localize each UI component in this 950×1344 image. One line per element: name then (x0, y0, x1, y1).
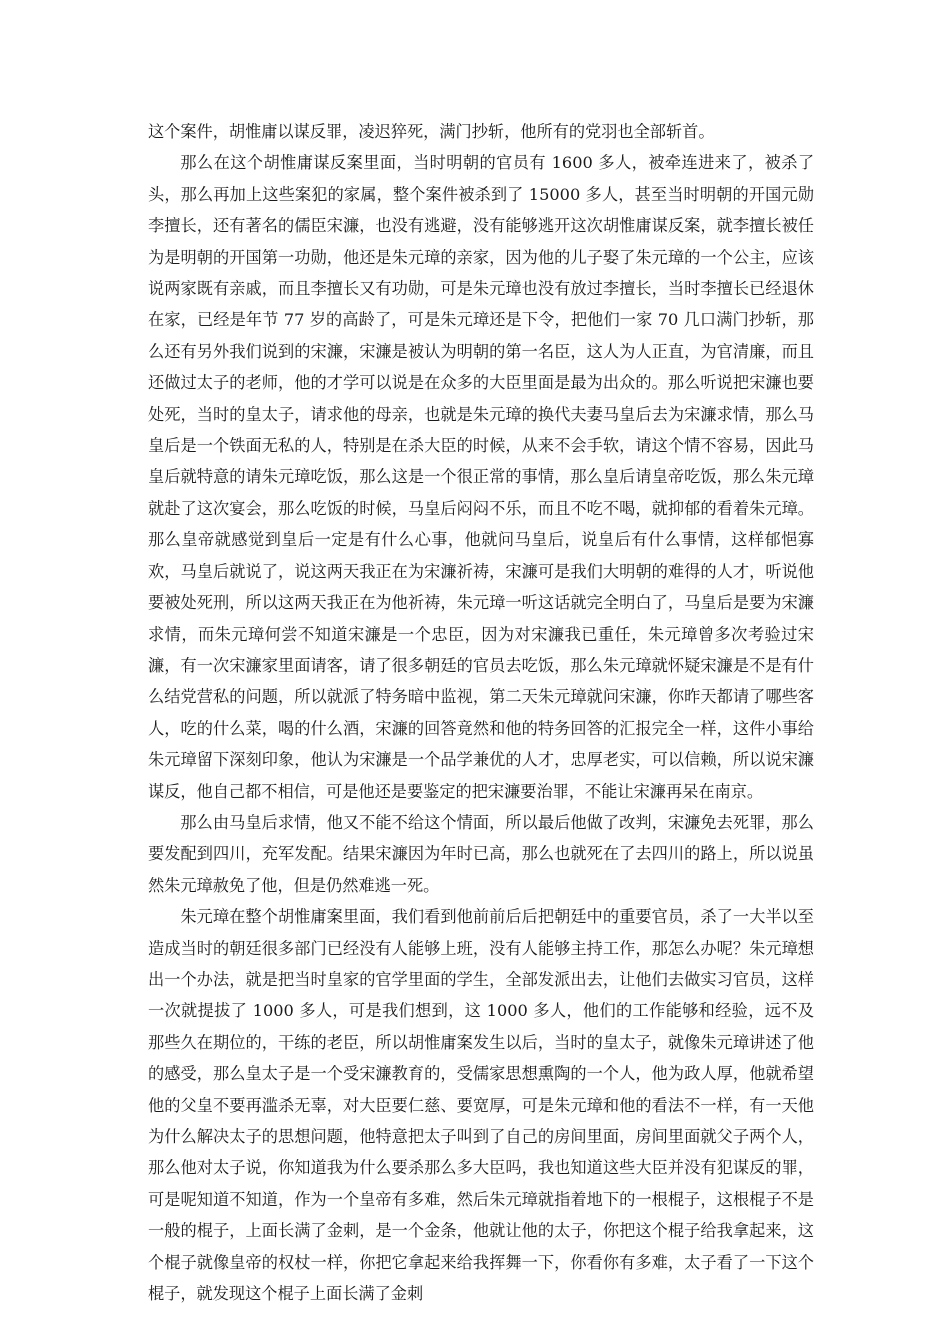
document-body (148, 116, 814, 1309)
paragraph-4: 朱元璋在整个胡惟庸案里面，我们看到他前前后后把朝廷中的重要官员，杀了一大半以至造成当时的朝廷很多部门已经没有人能够上班，没有人能够主持工作，那怎么办呢？朱元璋想出一个办法，就是把当时皇家的官学里面的学生，全部发派出去，让他们去做实习官员，这样一次就提拔了 1000 多人，可是我们想到，这 1000 多人，他们的工作能够和经验，远不及那些久在期位的，干练的老臣，所以胡惟庸案发生以后，当时的皇太子，就像朱元璋讲述了他的感受，那么皇太子是一个受宋濂教育的，受儒家思想熏陶的一个人，他为政人厚，他就希望他的父皇不要再滥杀无辜，对大臣要仁慈、要宽厚，可是朱元璋和他的看法不一样，有一天他为什么解决太子的思想问题，他特意把太子叫到了自己的房间里面，房间里面就父子两个人，那么他对太子说，你知道我为什么要杀那么多大臣吗，我也知道这些大臣并没有犯谋反的罪，可是呢知道不知道，作为一个皇帝有多难，然后朱元璋就指着地下的一根棍子，这根棍子不是一般的棍子，上面长满了金刺，是一个金条，他就让他的太子，你把这个棍子给我拿起来，这个棍子就像皇帝的权杖一样，你把它拿起来给我挥舞一下，你看你有多难，太子看了一下这个棍子，就发现这个棍子上面长满了金刺 (148, 907, 814, 1304)
paragraph-1: 这个案件，胡惟庸以谋反罪，凌迟猝死，满门抄斩，他所有的党羽也全部斩首。 (148, 122, 715, 141)
paragraph-3: 那么由马皇后求情，他又不能不给这个情面，所以最后他做了改判，宋濂免去死罪，那么要发配到四川，充军发配。结果宋濂因为年时已高，那么也就死在了去四川的路上，所以说虽然朱元璋赦免了他，但是仍然难逃一死。 (148, 812, 814, 895)
paragraph-2: 那么在这个胡惟庸谋反案里面，当时明朝的官员有 1600 多人，被牵连进来了，被杀了头，那么再加上这些案犯的家属，整个案件被杀到了 15000 多人，甚至当时明朝的开国元勋李擅长，还有著名的儒臣宋濂，也没有逃避，没有能够逃开这次胡惟庸谋反案，就李擅长被任为是明朝的开国第一功勋，他还是朱元璋的亲家，因为他的儿子娶了朱元璋的一个公主，应该说两家既有亲戚，而且李擅长又有功勋，可是朱元璋也没有放过李擅长，当时李擅长已经退休在家，已经是年节 77 岁的高龄了，可是朱元璋还是下令，把他们一家 70 几口满门抄斩，那么还有另外我们说到的宋濂，宋濂是被认为明朝的第一名臣，这人为人正直，为官清廉，而且还做过太子的老师，他的才学可以说是在众多的大臣里面是最为出众的。那么听说把宋濂也要处死，当时的皇太子，请求他的母亲，也就是朱元璋的换代夫妻马皇后去为宋濂求情，那么马皇后是一个铁面无私的人，特别是在杀大臣的时候，从来不会手软，请这个情不容易，因此马皇后就特意的请朱元璋吃饭，那么这是一个很正常的事情，那么皇后请皇帝吃饭，那么朱元璋就赴了这次宴会，那么吃饭的时候，马皇后闷闷不乐，而且不吃不喝，就抑郁的看着朱元璋。那么皇帝就感觉到皇后一定是有什么心事，他就问马皇后，说皇后有什么事情，这样郁悒寡欢，马皇后就说了，说这两天我正在为宋濂祈祷，宋濂可是我们大明朝的难得的人才，听说他要被处死刑，所以这两天我正在为他祈祷，朱元璋一听这话就完全明白了，马皇后是要为宋濂求情，而朱元璋何尝不知道宋濂是一个忠臣，因为对宋濂我已重任，朱元璋曾多次考验过宋濂，有一次宋濂家里面请客，请了很多朝廷的官员去吃饭，那么朱元璋就怀疑宋濂是不是有什么结党营私的问题，所以就派了特务暗中监视，第二天朱元璋就问宋濂，你昨天都请了哪些客人，吃的什么菜，喝的什么酒，宋濂的回答竟然和他的特务回答的汇报完全一样，这件小事给朱元璋留下深刻印象，他认为宋濂是一个品学兼优的人才，忠厚老实，可以信赖，所以说宋濂谋反，他自己都不相信，可是他还是要鉴定的把宋濂要治罪，不能让宋濂再呆在南京。 (148, 153, 814, 801)
